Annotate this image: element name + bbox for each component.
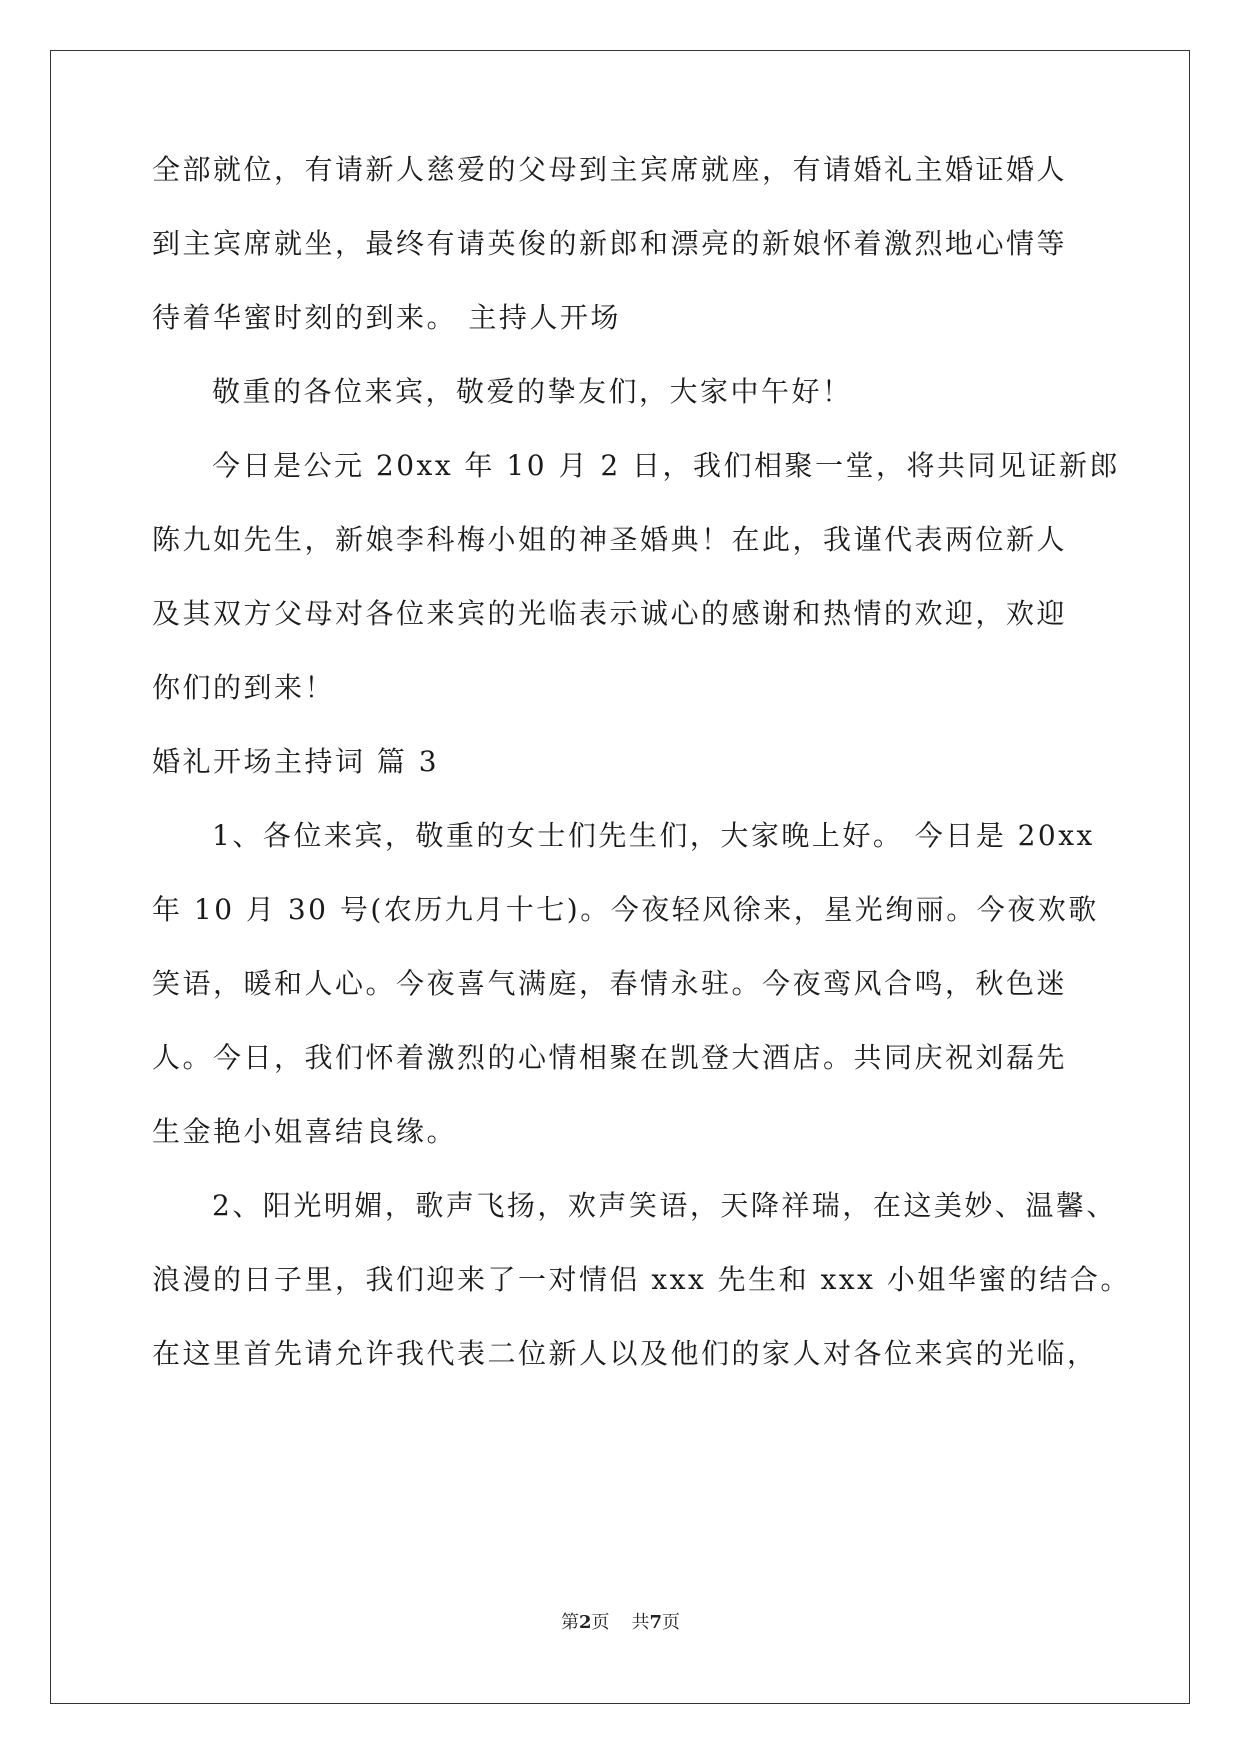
paragraph-greeting: 敬重的各位来宾，敬爱的挚友们，大家中午好！ [212,375,853,408]
text-line-10: 1、各位来宾，敬重的女士们先生们，大家晚上好。 今日是 20xx [212,819,1095,852]
page-footer [0,1612,1241,1634]
section-heading: 婚礼开场主持词 篇 3 [152,745,440,778]
text-line-12: 笑语，暖和人心。今夜喜气满庭，春情永驻。今夜鸾风合鸣，秋色迷 [152,967,1068,1000]
page-total: 7 [649,1612,663,1633]
total-prefix: 共 [631,1612,650,1633]
text-line-13: 人。今日，我们怀着激烈的心情相聚在凯登大酒店。共同庆祝刘磊先 [152,1041,1068,1074]
text-line-1: 全部就位，有请新人慈爱的父母到主宾席就座，有请婚礼主婚证婚人 [152,153,1068,186]
page-prefix: 第 [560,1612,579,1633]
page-unit: 页 [591,1612,610,1633]
total-unit: 页 [662,1612,681,1633]
text-line-14: 生金艳小姐喜结良缘。 [152,1115,458,1148]
page-border [50,50,1190,1704]
text-line-17: 在这里首先请允许我代表二位新人以及他们的家人对各位来宾的光临， [152,1337,1098,1370]
text-line-11: 年 10 月 30 号(农历九月十七)。今夜轻风徐来，星光绚丽。今夜欢歌 [152,893,1099,926]
text-line-3: 待着华蜜时刻的到来。 主持人开场 [152,301,621,334]
text-line-8: 你们的到来！ [152,671,336,704]
text-line-6: 陈九如先生，新娘李科梅小姐的神圣婚典！在此，我谨代表两位新人 [152,523,1068,556]
page-current: 2 [578,1612,592,1633]
text-line-7: 及其双方父母对各位来宾的光临表示诚心的感谢和热情的欢迎，欢迎 [152,597,1068,630]
text-line-16: 浪漫的日子里，我们迎来了一对情侣 xxx 先生和 xxx 小姐华蜜的结合。 [152,1263,1131,1296]
text-line-5: 今日是公元 20xx 年 10 月 2 日，我们相聚一堂，将共同见证新郎 [212,449,1121,482]
text-line-15: 2、阳光明媚，歌声飞扬，欢声笑语，天降祥瑞，在这美妙、温馨、 [212,1189,1117,1222]
text-line-2: 到主宾席就坐，最终有请英俊的新郎和漂亮的新娘怀着激烈地心情等 [152,227,1068,260]
